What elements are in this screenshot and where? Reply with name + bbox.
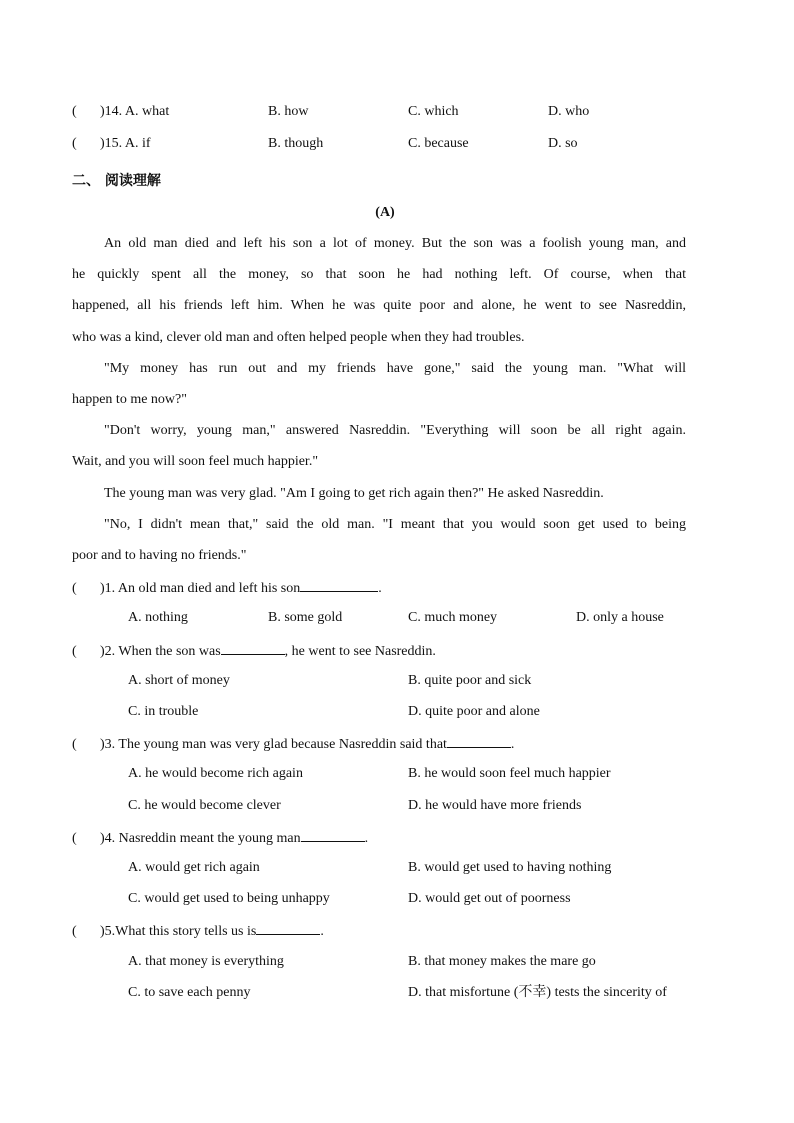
- passage-line: An old man died and left his son a lot of money. But the son was a foolish young man, and: [104, 236, 686, 251]
- option-a[interactable]: A. nothing: [128, 610, 188, 625]
- option-c[interactable]: C. much money: [408, 610, 498, 625]
- option-d[interactable]: D. only a house: [576, 610, 664, 625]
- passage-line: happen to me now?": [72, 392, 187, 407]
- passage-line: poor and to having no friends.": [72, 548, 247, 563]
- passage-line: "My money has run out and my friends have gone," said the young man. "What will: [104, 361, 686, 376]
- option-c[interactable]: C. would get used to being unhappy: [128, 891, 330, 906]
- option-a[interactable]: A. that money is everything: [128, 954, 284, 969]
- question-15: ( )15. A. if: [72, 136, 151, 151]
- option-b[interactable]: B. quite poor and sick: [408, 673, 532, 688]
- answer-paren[interactable]: (: [72, 136, 77, 151]
- option-b[interactable]: B. would get used to having nothing: [408, 860, 612, 875]
- passage-line: happened, all his friends left him. When he was quite poor and alone, he went to see Nasreddin,: [72, 298, 686, 313]
- option-d[interactable]: D. that misfortune (不幸) tests the sincerity of: [408, 985, 667, 1000]
- question-3: ( )3. The young man was very glad because Nasreddin said that .: [72, 734, 514, 754]
- answer-paren[interactable]: (: [72, 924, 77, 939]
- option-a[interactable]: A. would get rich again: [128, 860, 260, 875]
- option-d[interactable]: D. who: [548, 104, 590, 119]
- answer-blank[interactable]: [221, 641, 285, 655]
- option-c[interactable]: C. in trouble: [128, 704, 199, 719]
- option-b[interactable]: B. he would soon feel much happier: [408, 766, 611, 781]
- question-2: ( )2. When the son was , he went to see Nasreddin.: [72, 641, 436, 661]
- answer-paren[interactable]: (: [72, 644, 77, 659]
- option-a[interactable]: A. he would become rich again: [128, 766, 303, 781]
- passage-line: he quickly spent all the money, so that soon he had nothing left. Of course, when that: [72, 267, 686, 282]
- option-b[interactable]: B. though: [268, 136, 324, 151]
- option-c[interactable]: C. because: [408, 136, 469, 151]
- option-b[interactable]: B. some gold: [268, 610, 343, 625]
- option-d[interactable]: D. would get out of poorness: [408, 891, 571, 906]
- answer-blank[interactable]: [300, 578, 378, 592]
- answer-paren[interactable]: (: [72, 737, 77, 752]
- option-d[interactable]: D. he would have more friends: [408, 798, 582, 813]
- question-4: ( )4. Nasreddin meant the young man .: [72, 828, 368, 848]
- passage-line: The young man was very glad. "Am I going to get rich again then?" He asked Nasreddin.: [104, 486, 604, 501]
- answer-blank[interactable]: [447, 734, 511, 748]
- option-b[interactable]: B. that money makes the mare go: [408, 954, 596, 969]
- passage-line: who was a kind, clever old man and often helped people when they had troubles.: [72, 330, 525, 345]
- option-c[interactable]: C. to save each penny: [128, 985, 251, 1000]
- question-5: ( )5.What this story tells us is .: [72, 921, 324, 941]
- option-d[interactable]: D. quite poor and alone: [408, 704, 540, 719]
- passage-line: "No, I didn't mean that," said the old man. "I meant that you would soon get used to being: [104, 517, 686, 532]
- passage-line: "Don't worry, young man," answered Nasreddin. "Everything will soon be all right again.: [104, 423, 686, 438]
- answer-paren[interactable]: (: [72, 581, 77, 596]
- answer-paren[interactable]: (: [72, 831, 77, 846]
- question-1: ( )1. An old man died and left his son .: [72, 578, 382, 598]
- passage-title: (A): [375, 205, 395, 220]
- option-a[interactable]: A. short of money: [128, 673, 230, 688]
- option-c[interactable]: C. which: [408, 104, 459, 119]
- option-b[interactable]: B. how: [268, 104, 309, 119]
- option-d[interactable]: D. so: [548, 136, 578, 151]
- answer-blank[interactable]: [301, 828, 365, 842]
- option-c[interactable]: C. he would become clever: [128, 798, 281, 813]
- question-14: ( )14. A. what: [72, 104, 170, 119]
- answer-paren[interactable]: (: [72, 104, 77, 119]
- answer-blank[interactable]: [256, 921, 320, 935]
- section-title: 二、 阅读理解: [72, 173, 161, 189]
- passage-line: Wait, and you will soon feel much happier.": [72, 454, 319, 469]
